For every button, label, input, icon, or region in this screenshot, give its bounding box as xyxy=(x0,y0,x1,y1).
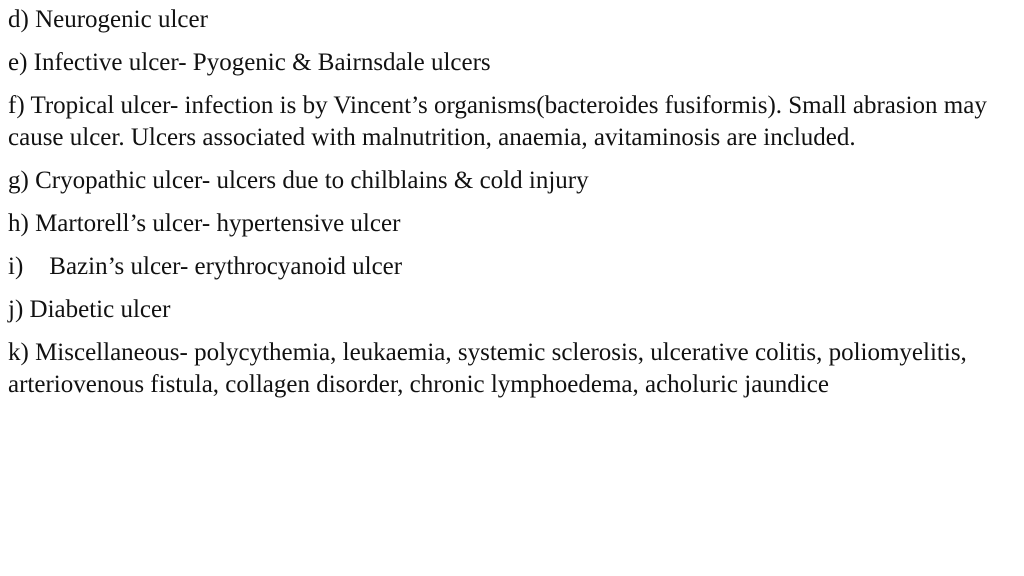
item-text: Diabetic ulcer xyxy=(29,296,171,323)
list-item-d xyxy=(8,4,1018,36)
item-marker: k) xyxy=(8,339,29,366)
list-item-h xyxy=(8,208,1018,240)
item-text: Cryopathic ulcer- ulcers due to chilblains & cold injury xyxy=(35,167,589,194)
item-text: Miscellaneous- polycythemia, leukaemia, systemic sclerosis, ulcerative colitis, poliomyelitis, arteriovenous fistula, collagen disorder, chronic lymphoedema, acholuric jaundice xyxy=(8,339,967,398)
list-item-g xyxy=(8,165,1018,197)
item-text: Martorell’s ulcer- hypertensive ulcer xyxy=(35,210,401,237)
item-marker: i) xyxy=(8,253,24,280)
list-item-i xyxy=(8,251,1018,283)
list-item-e xyxy=(8,47,1018,79)
item-marker: e) xyxy=(8,49,28,76)
item-text: Bazin’s ulcer- erythrocyanoid ulcer xyxy=(49,253,403,280)
item-text: Infective ulcer- Pyogenic & Bairnsdale ulcers xyxy=(33,49,491,76)
list-item-k xyxy=(8,337,1018,401)
item-marker: h) xyxy=(8,210,29,237)
item-marker: g) xyxy=(8,167,29,194)
item-marker: d) xyxy=(8,6,29,33)
item-text: Tropical ulcer- infection is by Vincent’s organisms(bacteroides fusiformis). Small abrasion may cause ulcer. Ulcers associated with malnutrition, anaemia, avitaminosis are included. xyxy=(8,92,987,151)
item-marker: f) xyxy=(8,92,25,119)
list-item-f xyxy=(8,90,1018,154)
item-text: Neurogenic ulcer xyxy=(35,6,208,33)
ulcer-list xyxy=(8,4,1018,412)
list-item-j xyxy=(8,294,1018,326)
item-marker: j) xyxy=(8,296,24,323)
